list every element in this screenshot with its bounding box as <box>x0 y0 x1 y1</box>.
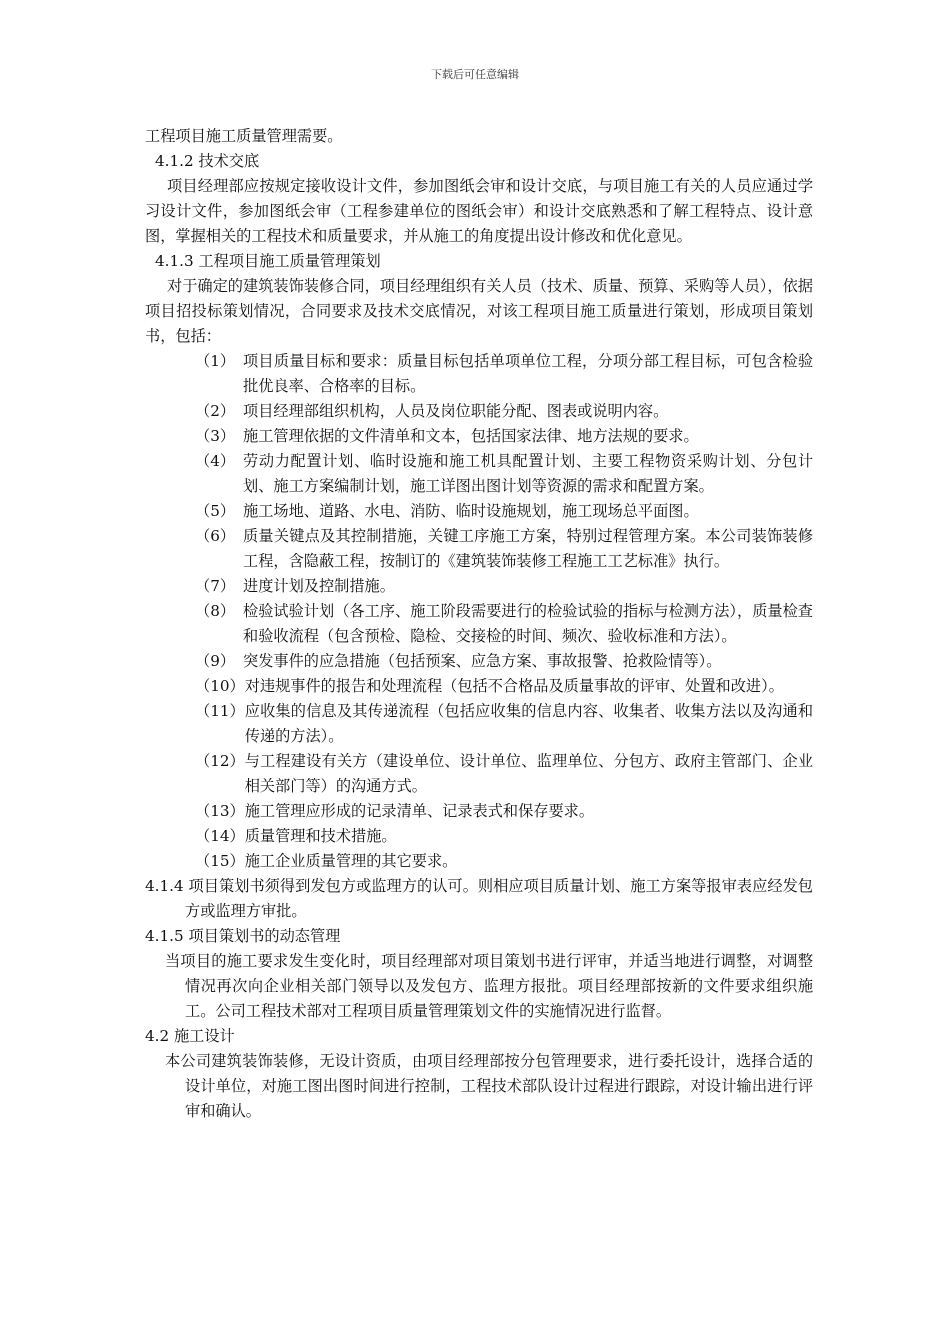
list-item <box>145 599 813 649</box>
list-item-text: 应收集的信息及其传递流程（包括应收集的信息内容、收集者、收集方法以及沟通和传递的方法）。 <box>244 702 813 745</box>
list-item-number: （4） <box>195 452 236 470</box>
list-item <box>145 524 813 574</box>
document-body <box>145 124 813 1124</box>
list-item-text: 对违规事件的报告和处理流程（包括不合格品及质量事故的评审、处置和改进）。 <box>244 677 784 695</box>
list-item <box>145 399 813 424</box>
list-item <box>145 849 813 874</box>
heading-4-1-3: 4.1.3 工程项目施工质量管理策划 <box>155 252 381 270</box>
list-item-number: （11） <box>195 702 245 720</box>
list-item <box>145 424 813 449</box>
list-item-number: （3） <box>195 427 236 445</box>
list-item-number: （15） <box>195 852 245 870</box>
list-item-text: 质量关键点及其控制措施，关键工序施工方案，特别过程管理方案。本公司装饰装修工程，含隐蔽工程，按制订的《建筑装饰装修工程施工工艺标准》执行。 <box>243 527 813 570</box>
list-item-number: （2） <box>195 402 236 420</box>
list-item-text: 施工管理依据的文件清单和文本，包括国家法律、地方法规的要求。 <box>243 427 699 445</box>
list-item-text: 施工企业质量管理的其它要求。 <box>244 852 458 870</box>
list-item-text: 项目质量目标和要求：质量目标包括单项单位工程，分项分部工程目标，可包含检验批优良率、合格率的目标。 <box>243 352 813 395</box>
heading-4-2: 4.2 施工设计 <box>145 1027 235 1045</box>
list-item-text: 与工程建设有关方（建设单位、设计单位、监理单位、分包方、政府主管部门、企业相关部门等）的沟通方式。 <box>244 752 813 795</box>
list-item <box>145 749 813 799</box>
list-item-text: 施工管理应形成的记录清单、记录表式和保存要求。 <box>244 802 595 820</box>
list-item <box>145 799 813 824</box>
list-item-text: 项目经理部组织机构，人员及岗位职能分配、图表或说明内容。 <box>243 402 669 420</box>
list-item <box>145 699 813 749</box>
list-item-number: （9） <box>195 652 236 670</box>
list-item <box>145 649 813 674</box>
list-item-number: （10） <box>195 677 245 695</box>
list-item <box>145 674 813 699</box>
list-item-number: （5） <box>195 502 236 520</box>
list-item-text: 劳动力配置计划、临时设施和施工机具配置计划、主要工程物资采购计划、分包计划、施工方案编制计划，施工详图出图计划等资源的需求和配置方案。 <box>243 452 813 495</box>
list-item-number: （12） <box>195 752 245 770</box>
list-item <box>145 574 813 599</box>
list-item-text: 施工场地、道路、水电、消防、临时设施规划，施工现场总平面图。 <box>243 502 699 520</box>
heading-4-1-4: 4.1.4 项目策划书须得到发包方或监理方的认可。则相应项目质量计划、施工方案等报审表应经发包方或监理方审批。 <box>145 877 813 920</box>
list-item-number: （14） <box>195 827 245 845</box>
paragraph-4-1-2: 项目经理部应按规定接收设计文件，参加图纸会审和设计交底，与项目施工有关的人员应通过学习设计文件，参加图纸会审（工程参建单位的图纸会审）和设计交底熟悉和了解工程特点、设计意图，掌握相关的工程技术和质量要求，并从施工的角度提出设计修改和优化意见。 <box>145 177 813 245</box>
list-item-text: 进度计划及控制措施。 <box>243 577 395 595</box>
paragraph-4-1-3: 对于确定的建筑装饰装修合同，项目经理组织有关人员（技术、质量、预算、采购等人员），依据项目招投标策划情况，合同要求及技术交底情况，对该工程项目施工质量进行策划，形成项目策划书，包括： <box>145 277 813 345</box>
list-item <box>145 449 813 499</box>
list-item-text: 检验试验计划（各工序、施工阶段需要进行的检验试验的指标与检测方法），质量检查和验收流程（包含预检、隐检、交接检的时间、频次、验收标准和方法）。 <box>243 602 813 645</box>
list-item-number: （6） <box>195 527 236 545</box>
planning-items-list <box>145 349 813 874</box>
heading-4-1-2: 4.1.2 技术交底 <box>155 152 260 170</box>
list-item-number: （1） <box>195 352 236 370</box>
page-header: 下载后可任意编辑 <box>431 68 519 81</box>
list-item-text: 突发事件的应急措施（包括预案、应急方案、事故报警、抢救险情等）。 <box>243 652 722 670</box>
list-item-number: （7） <box>195 577 236 595</box>
paragraph-continuation: 工程项目施工质量管理需要。 <box>145 127 343 145</box>
paragraph-4-1-5: 当项目的施工要求发生变化时，项目经理部对项目策划书进行评审，并适当地进行调整，对调整情况再次向企业相关部门领导以及发包方、监理方报批。项目经理部按新的文件要求组织施工。公司工程技术部对工程项目质量管理策划文件的实施情况进行监督。 <box>165 952 813 1020</box>
list-item <box>145 824 813 849</box>
list-item-text: 质量管理和技术措施。 <box>244 827 397 845</box>
list-item-number: （8） <box>195 602 236 620</box>
paragraph-4-2: 本公司建筑装饰装修，无设计资质，由项目经理部按分包管理要求，进行委托设计，选择合适的设计单位，对施工图出图时间进行控制，工程技术部队设计过程进行跟踪，对设计输出进行评审和确认。 <box>165 1052 813 1120</box>
heading-4-1-5: 4.1.5 项目策划书的动态管理 <box>145 927 341 945</box>
list-item-number: （13） <box>195 802 245 820</box>
list-item <box>145 349 813 399</box>
list-item <box>145 499 813 524</box>
